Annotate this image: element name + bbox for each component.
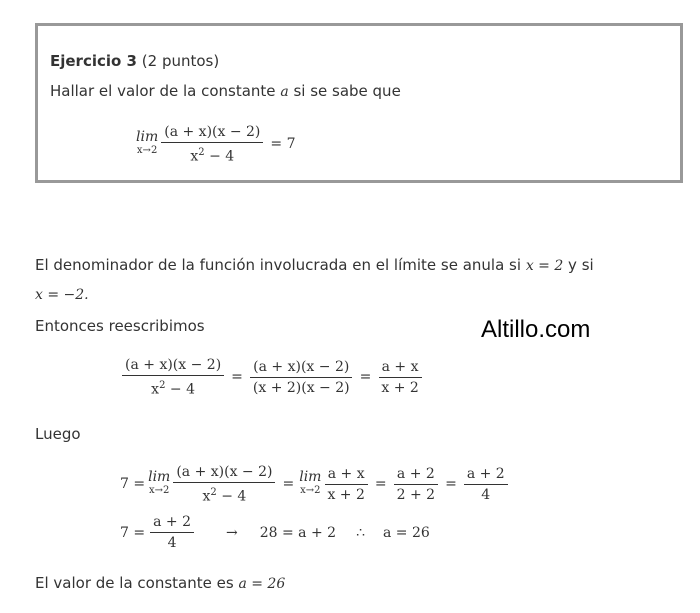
statement-end: si se sabe que (293, 82, 401, 100)
solution-paragraph-3: Luego (35, 425, 81, 443)
solution-paragraph-2: Entonces reescribimos (35, 317, 205, 335)
exercise-title-points: (2 puntos) (141, 52, 220, 70)
limit-operator: lim x→2 (299, 469, 322, 497)
derivation-line-2: 7 = $\frac{a + 2}{4}$ → 28 = a + 2 ∴ a = 26 (120, 514, 430, 551)
conclusion-value: a = 26 (238, 576, 286, 592)
watermark: Altillo.com (481, 316, 591, 343)
rewrite-fraction-2: $\frac{(a + x)(x - 2)}{(x + 2)(x - 2)}$ (250, 359, 353, 396)
derivation-fraction-3: $\frac{a + 2}{2 + 2}$ (394, 466, 438, 503)
rewrite-equation: $\frac{(a + x)(x - 2)}{x^2 - 4}$ = $\frac{(a + x)(x - 2)}{(x + 2)(x - 2)}$ = $\frac{a + x}{x + 2}$ (120, 357, 424, 398)
derivation-fraction-5: $\frac{a + 2}{4}$ (150, 514, 194, 551)
exercise-box (35, 23, 683, 183)
exercise-fraction: $\frac{(a + x)(x - 2)}{x^2 - 4}$ (161, 124, 263, 165)
limit-operator: lim x→2 (136, 129, 159, 157)
derivation-fraction-1: $\frac{(a + x)(x - 2)}{x^2 - 4}$ (173, 464, 275, 505)
limit-operator: lim x→2 (148, 469, 171, 497)
exercise-statement (50, 82, 401, 100)
exercise-title-bold: Ejercicio 3 (50, 52, 137, 70)
solution-paragraph-1: El denominador de la función involucrada en el límite se anula si x = 2 y si (35, 256, 594, 274)
statement-variable: a (280, 84, 289, 100)
rewrite-fraction-1: $\frac{(a + x)(x - 2)}{x^2 - 4}$ (122, 357, 224, 398)
exercise-title (50, 52, 219, 70)
exercise-formula (136, 124, 300, 165)
condition-2: x = −2. (35, 287, 89, 303)
statement-text: Hallar el valor de la constante (50, 82, 276, 100)
arrow-icon: → (225, 524, 238, 541)
condition-1: x = 2 (525, 258, 564, 274)
derivation-fraction-2: $\frac{a + x}{x + 2}$ (324, 466, 367, 503)
derivation-line-1: 7 = lim x→2 $\frac{(a + x)(x - 2)}{x^2 - 4}$ = lim x→2 $\frac{a + x}{x + 2}$ = $\frac{a + 2}{2 + 2}$ = $\frac{a + 2}{4}$ (120, 464, 510, 505)
derivation-fraction-4: $\frac{a + 2}{4}$ (464, 466, 508, 503)
conclusion: El valor de la constante es a = 26 (35, 574, 286, 592)
rewrite-fraction-3: $\frac{a + x}{x + 2}$ (378, 359, 421, 396)
therefore-icon: ∴ (356, 524, 365, 541)
exercise-rhs: = 7 (270, 136, 296, 153)
